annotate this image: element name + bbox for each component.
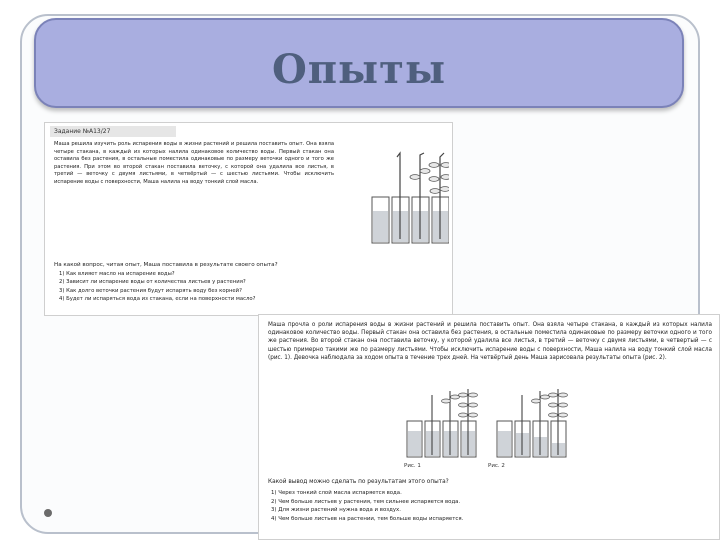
task2-option: 1) Через тонкий слой масла испаряется вода. <box>271 490 402 496</box>
task1-option: 2) Зависит ли испарение воды от количества листьев у растения? <box>59 279 246 286</box>
task1-option: 4) Будет ли испаряться вода из стакана, если на поверхности масло? <box>59 296 256 303</box>
task2-option: 2) Чем больше листьев у растения, тем сильнее испаряется вода. <box>271 498 461 505</box>
task1-option: 1) Как влияет масло на испарение воды? <box>59 271 175 277</box>
task2-options <box>271 489 711 523</box>
task2-option: 4) Чем больше листьев на растении, тем больше воды испаряется. <box>271 515 464 522</box>
task2-question: Какой вывод можно сделать по результатам этого опыта? <box>268 479 449 485</box>
task1-question: На какой вопрос, читая опыт, Маша поставила в результате своего опыта? <box>54 262 278 268</box>
glasses-figure-1 <box>369 151 449 247</box>
task1-header: Задание №А13/27 <box>50 126 176 137</box>
task1-option: 3) Как долго веточки растения будут испарять воду без корней? <box>59 287 242 294</box>
task-image-1 <box>44 122 453 316</box>
task2-option: 3) Для жизни растений нужна вода и воздух. <box>271 507 401 514</box>
figure-caption-1: Рис. 1 <box>404 463 421 469</box>
task1-text: Маша решила изучить роль испарения воды в жизни растений и решила поставить опыт. Она взяла четыре стакана, в каждый из которых налила одинаковое количество воды. Первый стакан она оставила без растения, в остальные поместила одинаковые по размеру веточки одного и того же растения. При этом во второй стакан поставила веточку, с которой она удалила все листья, в третий — веточку с двумя листьями, в четвёртый — с шестью листьями. Чтобы исключить испарение воды с поверхности, Маша налила на воду тонкий слой масла. <box>54 141 334 185</box>
glasses-figure-2 <box>405 385 585 461</box>
slide-title: Опыты <box>271 46 447 93</box>
task-image-2 <box>258 314 720 540</box>
bullet-dot <box>44 509 52 517</box>
task2-text: Маша прочла о роли испарения воды в жизни растений и решила поставить опыт. Она взяла четыре стакана, в каждый из которых налила одинаковое количество воды. Первый стакан она оставила без растения, в остальные поместила одинаковые по размеру веточки одного и того же растения. Во второй стакан она поставила веточку, у которой удалила все листья, в третий — веточку с двумя листьями, в четвертый — с шестью примерно такими же по размеру листьями. Чтобы исключить испарение воды с поверхности, Маша налила на воду тонкий слой масла (рис. 1). Девочка наблюдала за ходом опыта в течение трех дней. На четвёртый день Маша зарисовала результаты опыта (рис. 2). <box>268 322 712 361</box>
figure-caption-2: Рис. 2 <box>488 463 505 469</box>
task1-options <box>59 270 439 304</box>
